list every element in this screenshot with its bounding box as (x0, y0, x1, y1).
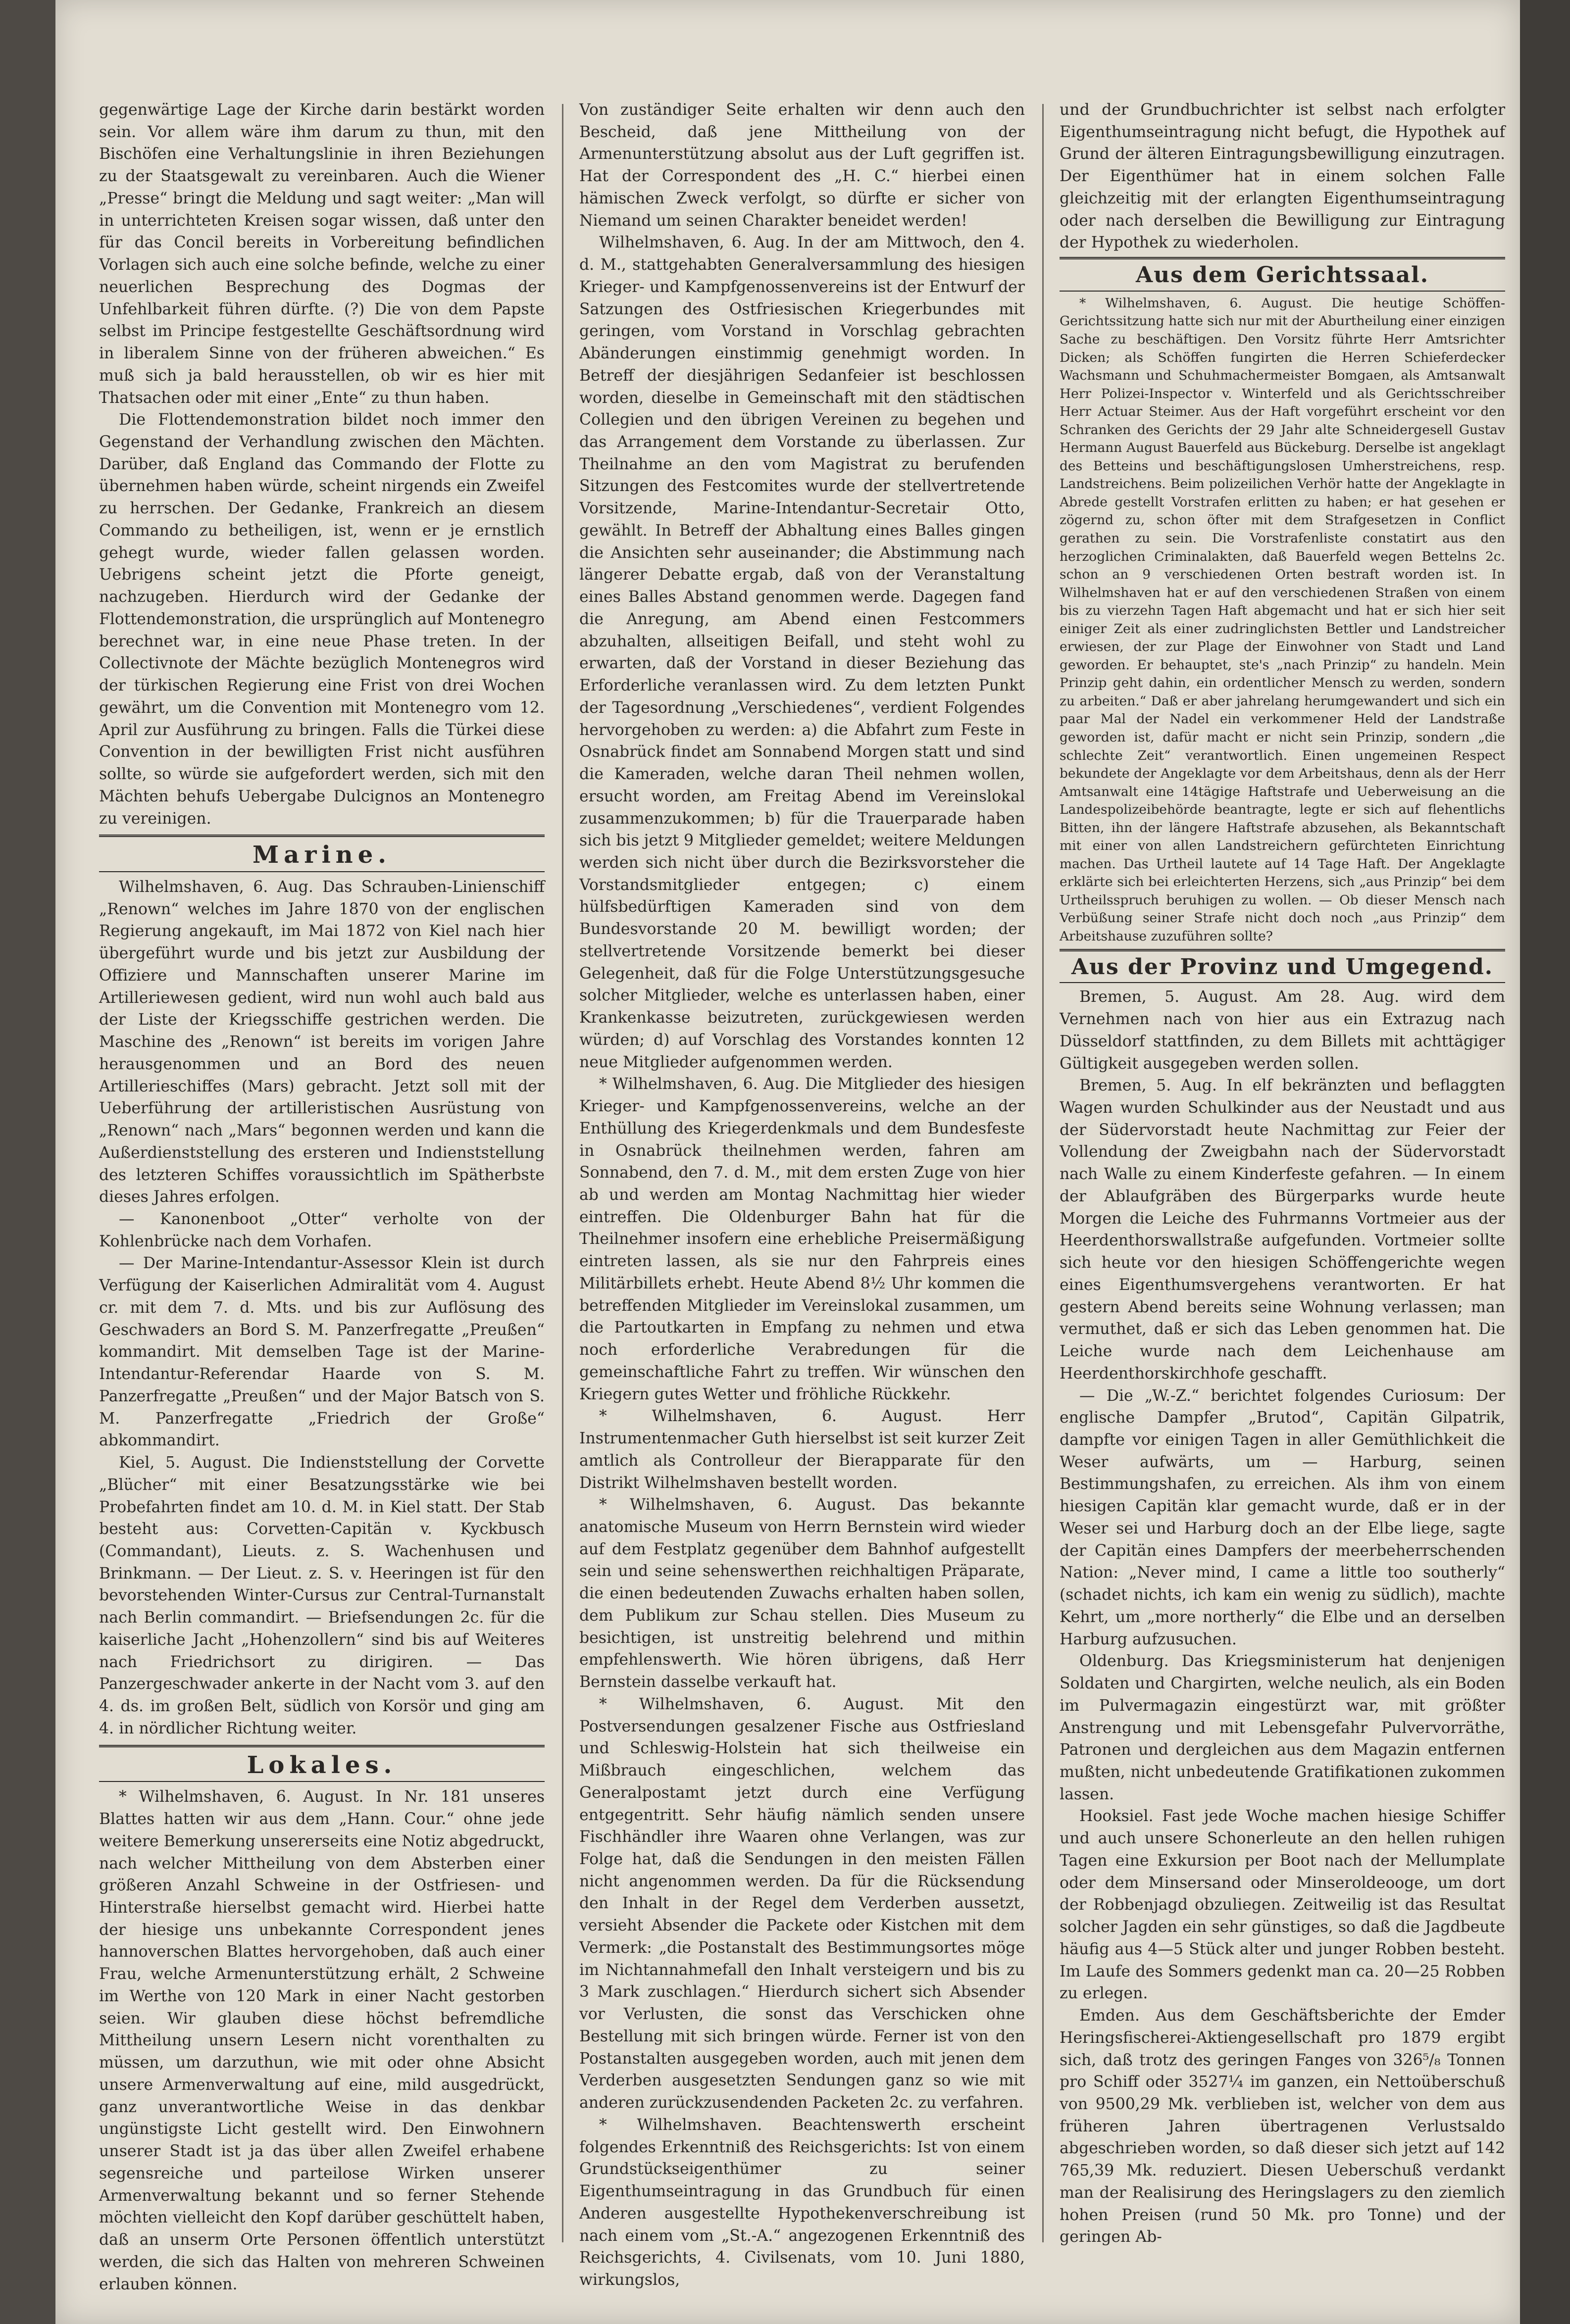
article-paragraph: * Wilhelmshaven, 6. August. Herr Instrumentenmacher Guth hierselbst ist seit kurzer Zeit amtlich als Controlleur der Bierapparate für den Distrikt Wilhelmshaven bestellt worden. (579, 1407, 1025, 1492)
section-heading-lokales: Lokales. (99, 1745, 545, 1782)
article-paragraph: Von zuständiger Seite erhalten wir denn auch den Bescheid, daß jene Mittheilung von der Armenunterstützung absolut aus der Luft gegriffen ist. Hat der Correspondent des „H. C.“ hierbei einen hämischen Zweck verfolgt, so dürfte er sicher von Niemand um seinen Charakter beneidet werden! (579, 101, 1025, 230)
article-paragraph: Bremen, 5. August. Am 28. Aug. wird dem Vernehmen nach von hier aus ein Extrazug nach Düsseldorf stattfinden, zu dem Billets mit achttägiger Gültigkeit ausgegeben werden sollen. (1060, 988, 1505, 1073)
article-paragraph: * Wilhelmshaven, 6. August. Mit den Postversendungen gesalzener Fische aus Ostfriesland und Schleswig-Holstein hat sich theilweise ein Mißbrauch eingeschlichen, welchem das Generalpostamt jetzt durch eine Verfügung entgegentritt. Sehr häufig nämlich senden unsere Fischhändler ihre Waaren ohne Verlangen, was zur Folge hat, daß die Sendungen in den meisten Fällen nicht angenommen werden. Da für die Rücksendung den Inhalt in der Regel dem Verderben aussetzt, versieht Absender die Packete oder Kistchen mit dem Vermerk: „die Postanstalt des Bestimmungsortes möge im Nichtannahmefall den Inhalt versteigern und bis zu 3 Mark zuschlagen.“ Hierdurch sichert sich Absender vor Verlusten, die sonst das Verschicken ohne Bestellung mit sich bringen würde. Ferner ist von den Postanstalten ausgegeben worden, auch mit jenen dem Verderben ausgesetzten Sendungen ganz so wie mit anderen zurückzusendenden Packeten 2c. zu verfahren. (579, 1695, 1025, 2112)
article-paragraph: Wilhelmshaven, 6. Aug. In der am Mittwoch, den 4. d. M., stattgehabten Generalversammlung des hiesigen Krieger- und Kampfgenossenvereins ist der Entwurf der Satzungen des Ostfriesischen Kriegerbundes mit geringen, vom Vorstand in Vorschlag gebrachten Abänderungen einstimmig genehmigt worden. In Betreff der diesjährigen Sedanfeier ist beschlossen worden, dieselbe in Gemeinschaft mit den städtischen Collegien und den übrigen Vereinen zu begehen und das Arrangement dem Vorstande zu überlassen. Zur Theilnahme an den vom Magistrat zu berufenden Sitzungen des Festcomites wurde der stellvertretende Vorsitzende, Marine-Intendantur-Secretair Otto, gewählt. In Betreff der Abhaltung eines Balles gingen die Ansichten sehr auseinander; die Abstimmung nach längerer Debatte ergab, daß von der Veranstaltung eines Balles Abstand genommen werde. Dagegen fand die Anregung, am Abend einen Festcommers abzuhalten, allseitigen Beifall, und steht wohl zu erwarten, daß der Vorstand in dieser Beziehung das Erforderliche veranlassen wird. Zu dem letzten Punkt der Tagesordnung „Verschiedenes“, verdient Folgendes hervorgehoben zu werden: a) die Abfahrt zum Feste in Osnabrück findet am Sonnabend Morgen statt und sind die Kameraden, welche daran Theil nehmen wollen, ersucht worden, am Freitag Abend im Vereinslokal zusammenzukommen; b) für die Trauerparade haben sich bis jetzt 9 Mitglieder gemeldet; weitere Meldungen werden sich nicht über durch die Bezirksvorsteher die Vorstandsmitglieder entgegen; c) einem hülfsbedürftigen Kameraden sind von dem Bundesvorstande 20 M. bewilligt worden; der stellvertretende Vorsitzende bemerkt bei dieser Gelegenheit, daß für die Folge Unterstützungsgesuche solcher Mitglieder, welche es unterlassen haben, einer Krankenkasse beizutreten, zurückgewiesen werden würden; d) auf Vorschlag des Vorstandes konnten 12 neue Mitglieder aufgenommen werden. (579, 234, 1025, 1071)
article-paragraph: * Wilhelmshaven. Beachtenswerth erscheint folgendes Erkenntniß des Reichsgerichts: Ist von einem Grundstückseigenthümer zu seiner Eigenthumseintragung in das Grundbuch für einen Anderen ausgestellte Hypothekenverschreibung ist nach einem vom „St.-A.“ angezogenen Erkenntniß des Reichsgerichts, 4. Civilsenats, vom 10. Juni 1880, wirkungslos, (579, 2116, 1025, 2289)
article-paragraph: * Wilhelmshaven, 6. Aug. Die Mitglieder des hiesigen Krieger- und Kampfgenossenvereins, welche an der Enthüllung des Kriegerdenkmals und dem Bundesfeste in Osnabrück theilnehmen werden, fahren am Sonnabend, den 7. d. M., mit dem ersten Zuge von hier ab und werden am Montag Nachmittag hier wieder eintreffen. Die Oldenburger Bahn hat für die Theilnehmer insofern eine erhebliche Preisermäßigung eintreten lassen, als sie nur den Fahrpreis eines Militärbillets erhebt. Heute Abend 8½ Uhr kommen die betreffenden Mitglieder im Vereinslokal zusammen, um die Partoutkarten in Empfang zu nehmen und etwa noch erforderliche Verabredungen für die gemeinschaftliche Fahrt zu treffen. Wir wünschen den Kriegern gutes Wetter und fröhliche Rückkehr. (579, 1075, 1025, 1403)
scan-background-right (1520, 0, 1570, 2324)
article-paragraph: * Wilhelmshaven, 6. August. In Nr. 181 unseres Blattes hatten wir aus dem „Hann. Cour.“ ohne jede weitere Bemerkung unsererseits eine Notiz abgedruckt, nach welcher Mittheilung von dem Absterben einer größeren Anzahl Schweine in der Ostfriesen- und Hinterstraße hierselbst gemacht wird. Hierbei hatte der hiesige uns unbekannte Correspondent jenes hannoverschen Blattes hervorgehoben, daß auch einer Frau, welche Armenunterstützung erhält, 2 Schweine im Werthe von 120 Mark in einer Nacht gestorben seien. Wir glauben diese höchst befremdliche Mittheilung unsern Lesern nicht vorenthalten zu müssen, um darzuthun, wie mit oder ohne Absicht unsere Armenverwaltung auf eine, mild ausgedrückt, ganz unverantwortliche Weise in das denkbar ungünstigste Licht gestellt wird. Den Einwohnern unserer Stadt ist ja das über allen Zweifel erhabene segensreiche und parteilose Wirken unserer Armenverwaltung bekannt und so ferner Stehende möchten vielleicht den Kopf darüber geschüttelt haben, daß an unserm Orte Personen öffentlich unterstützt werden, die sich das Halten von mehreren Schweinen erlauben können. (99, 1788, 545, 2293)
scan-background-left (0, 0, 55, 2324)
article-paragraph: und der Grundbuchrichter ist selbst nach erfolgter Eigenthumseintragung nicht befugt, die Hypothek auf Grund der älteren Eintragungsbewilligung einzutragen. Der Eigenthümer hat in einem solchen Falle gleichzeitig mit der erlangten Eigenthumseintragung oder nach derselben die Bewilligung zur Eintragung der Hypothek zu wiederholen. (1060, 101, 1505, 252)
column-right (1060, 99, 1505, 2248)
section-heading-provinz: Aus der Provinz und Umgegend. (1060, 949, 1505, 984)
article-paragraph: — Kanonenboot „Otter“ verholte von der Kohlenbrücke nach dem Vorhafen. (99, 1210, 545, 1250)
article-paragraph: Kiel, 5. August. Die Indienststellung der Corvette „Blücher“ mit einer Besatzungsstärke wie bei Probefahrten findet am 10. d. M. in Kiel statt. Der Stab besteht aus: Corvetten-Capitän v. Kyckbusch (Commandant), Lieuts. z. S. Wachenhusen und Brinkmann. — Der Lieut. z. S. v. Heeringen ist für den bevorstehenden Winter-Cursus zur Central-Turnanstalt nach Berlin commandirt. — Briefsendungen 2c. für die kaiserliche Jacht „Hohenzollern“ sind bis auf Weiteres nach Friedrichsort zu dirigiren. — Das Panzergeschwader ankerte in der Nacht vom 3. auf den 4. ds. im großen Belt, südlich von Korsör und ging am 4. in nördlicher Richtung weiter. (99, 1454, 545, 1737)
column-left (99, 99, 545, 2295)
article-paragraph: — Die „W.-Z.“ berichtet folgendes Curiosum: Der englische Dampfer „Brutod“, Capitän Gilpatrik, dampfte vor einigen Tagen in aller Gemüthlichkeit die Weser aufwärts, um — Harburg, seinen Bestimmungshafen, zu erreichen. Als ihm von einem hiesigen Capitän klar gemacht wurde, daß er in der Weser sei und Harburg doch an der Elbe liege, sagte der Capitän eines Dampfers der meerbeherrschenden Nation: „Never mind, I came a little too southerly“ (schadet nichts, ich kam ein wenig zu südlich), machte Kehrt, um „more northerly“ die Elbe und an derselben Harburg aufzusuchen. (1060, 1386, 1505, 1648)
article-paragraph: Bremen, 5. Aug. In elf bekränzten und beflaggten Wagen wurden Schulkinder aus der Neustadt und aus der Südervorstadt heute Nachmittag zur Feier der Vollendung der Zweigbahn nach der Südervorstadt nach Walle zu einem Kinderfeste gefahren. — In einem der Ablaufgräben des Bürgerparks wurde heute Morgen die Leiche des Fuhrmanns Vortmeier aus der Heerdenthorswallstraße aufgefunden. Vortmeier sollte sich heute vor den hiesigen Schöffengerichte wegen eines Eigenthumsvergehens verantworten. Er hat gestern Abend bereits seine Wohnung verlassen; man vermuthet, daß er sich das Leben genommen hat. Die Leiche wurde nach dem Leichenhause am Heerdenthorskirchhofe geschafft. (1060, 1077, 1505, 1383)
section-heading-marine: Marine. (99, 835, 545, 872)
article-paragraph: Emden. Aus dem Geschäftsberichte der Emder Heringsfischerei-Aktiengesellschaft pro 1879 ergibt sich, daß trotz des geringen Fanges von 326⁵/₈ Tonnen pro Schiff oder 3527¼ im ganzen, ein Nettoüberschuß von 9500,29 Mk. verblieben ist, welcher von dem aus früheren Jahren übertragenen Verlustsaldo abgeschrieben worden, so daß dieser sich jetzt auf 142 765,39 Mk. reduziert. Diesen Ueberschuß verdankt man der Realisirung des Heringslagers zu den ziemlich hohen Preisen (rund 50 Mk. pro Tonne) und der geringen Ab- (1060, 2007, 1505, 2246)
article-paragraph: * Wilhelmshaven, 6. August. Das bekannte anatomische Museum von Herrn Bernstein wird wieder auf dem Festplatz gegenüber dem Bahnhof aufgestellt sein und seine sehenswerthen reichhaltigen Präparate, die einen bedeutenden Zuwachs erhalten haben sollen, dem Publikum zur Schau stellen. Dies Museum zu besichtigen, ist unstreitig belehrend und mithin empfehlenswerth. Wie hören übrigens, daß Herr Bernstein dasselbe verkauft hat. (579, 1496, 1025, 1691)
column-divider (562, 104, 563, 2242)
article-paragraph: Wilhelmshaven, 6. Aug. Das Schrauben-Linienschiff „Renown“ welches im Jahre 1870 von der englischen Regierung angekauft, im Mai 1872 von Kiel nach hier übergeführt wurde und bis jetzt zur Ausbildung der Offiziere und Mannschaften unserer Marine im Artilleriewesen gedient, wird nun wohl auch bald aus der Liste der Kriegsschiffe gestrichen werden. Die Maschine des „Renown“ ist bereits im vorigen Jahre herausgenommen und an Bord des neuen Artillerieschiffes (Mars) gebracht. Jetzt soll mit der Ueberführung der artilleristischen Ausrüstung von „Renown“ nach „Mars“ begonnen werden und kann die Außerdienststellung des ersteren und Indienststellung des letzteren Schiffes voraussichtlich im Spätherbste dieses Jahres erfolgen. (99, 878, 545, 1206)
column-middle (579, 99, 1025, 2291)
column-divider (1042, 104, 1044, 2242)
article-paragraph: gegenwärtige Lage der Kirche darin bestärkt worden sein. Vor allem wäre ihm darum zu thun, mit den Bischöfen eine Verhaltungslinie in ihren Beziehungen zu der Staatsgewalt zu vereinbaren. Auch die Wiener „Presse“ bringt die Meldung und sagt weiter: „Man will in unterrichteten Kreisen sogar wissen, daß unter den für das Concil bereits in Vorbereitung befindlichen Vorlagen sich auch eine solche befinde, welche zu einer neuerlichen Besprechung des Dogmas der Unfehlbarkeit führen dürfte. (?) Die von dem Papste selbst im Principe festgestellte Geschäftsordnung wird in liberalem Sinne von der früheren abweichen.“ Es muß sich ja bald herausstellen, ob wir es hier mit Thatsachen oder mit einer „Ente“ zu thun haben. (99, 101, 545, 407)
section-heading-gerichtssaal: Aus dem Gerichtssaal. (1060, 257, 1505, 292)
article-paragraph: * Wilhelmshaven, 6. August. Die heutige Schöffen-Gerichtssitzung hatte sich nur mit der Aburtheilung einer einzigen Sache zu beschäftigen. Den Vorsitz führte Herr Amtsrichter Dicken; als Schöffen fungirten die Herren Schieferdecker Wachsmann und Schuhmachermeister Bomgaen, als Amtsanwalt Herr Polizei-Inspector v. Winterfeld und als Gerichtsschreiber Herr Actuar Steimer. Aus der Haft vorgeführt erscheint vor den Schranken des Gerichts der 29 Jahr alte Schneidergesell Gustav Hermann August Bauerfeld aus Bückeburg. Derselbe ist angeklagt des Betteins und beschäftigungslosen Umherstreichens, resp. Landstreichens. Beim polizeilichen Verhör hatte der Angeklagte in Abrede gestellt Vorstrafen erlitten zu haben; er hat gesehen er zögernd zu, schon öfter mit dem Strafgesetzen in Conflict gerathen zu sein. Die Vorstrafenliste constatirt aus den herzoglichen Criminalakten, daß Bauerfeld wegen Bettelns 2c. schon an 9 verschiedenen Orten bestraft worden ist. In Wilhelmshaven hat er auf den verschiedenen Straßen von einem bis zu vierzehn Tagen Haft abgemacht und hat er sich hier seit einiger Zeit als einer zudringlichsten Bettler und Landstreicher erwiesen, der zur Plage der Einwohner von Stadt und Land geworden. Er behauptet, ste's „nach Prinzip“ zu handeln. Mein Prinzip geht dahin, ein ordentlicher Mensch zu werden, sondern zu arbeiten.“ Daß er aber jahrelang herumgewandert und sich ein paar Mal der Nadel ein verkommener Held der Landstraße geworden ist, dafür macht er nicht sein Prinzip, sondern „die schlechte Zeit“ verantwortlich. Einen ungemeinen Respect bekundete der Angeklagte vor dem Arbeitshaus, denn als der Herr Amtsanwalt eine 14tägige Haftstrafe und Ueberweisung an die Landespolizeibehörde beantragte, legte er sich auf flehentlichs Bitten, ihn der längere Haftstrafe abzusehen, als Bekanntschaft mit einer von allen Landstreichern gefürchteten Einrichtung machen. Das Urtheil lautete auf 14 Tage Haft. Der Angeklagte erklärte sich bei erleichterten Herzens, sich „aus Prinzip“ bei dem Urtheilsspruch beruhigen zu wollen. — Ob dieser Mensch nach Verbüßung seiner Strafe nicht doch noch „aus Prinzip“ dem Arbeitshause zuzuführen sollte? (1060, 295, 1505, 944)
article-paragraph: Die Flottendemonstration bildet noch immer den Gegenstand der Verhandlung zwischen den Mächten. Darüber, daß England das Commando der Flotte zu übernehmen haben würde, scheint nirgends ein Zweifel zu herrschen. Der Gedanke, Frankreich an diesem Commando zu betheiligen, ist, wenn er je ernstlich gehegt wurde, wieder fallen gelassen worden. Uebrigens scheint jetzt die Pforte geneigt, nachzugeben. Hierdurch wird der Gedanke der Flottendemonstration, die ursprünglich auf Montenegro berechnet war, in eine neue Phase treten. In der Collectivnote der Mächte bezüglich Montenegros wird der türkischen Regierung eine Frist von drei Wochen gewährt, um die Convention mit Montenegro vom 12. April zur Ausführung zu bringen. Falls die Türkei diese Convention in der bewilligten Frist nicht ausführen sollte, so würde sie aufgefordert werden, sich mit den Mächten behufs Uebergabe Dulcignos an Montenegro zu vereinigen. (99, 411, 545, 828)
article-paragraph: Hooksiel. Fast jede Woche machen hiesige Schiffer und auch unsere Schonerleute an den hellen ruhigen Tagen eine Exkursion per Boot nach der Mellumplate oder dem Minsersand oder Minseroldeooge, um dort der Robbenjagd obzuliegen. Zeitweilig ist das Resultat solcher Jagden ein sehr günstiges, so daß die Jagdbeute häufig aus 4—5 Stück alter und junger Robben besteht. Im Laufe des Sommers gedenkt man ca. 20—25 Robben zu erlegen. (1060, 1807, 1505, 2003)
article-paragraph: Oldenburg. Das Kriegsministerum hat denjenigen Soldaten und Chargirten, welche neulich, als ein Boden im Pulvermagazin eingestürzt war, mit größter Anstrengung und mit Lebensgefahr Pulvervorräthe, Patronen und dergleichen aus dem Magazin entfernen mußten, nicht unbedeutende Gratifikationen zukommen lassen. (1060, 1652, 1505, 1803)
article-paragraph: — Der Marine-Intendantur-Assessor Klein ist durch Verfügung der Kaiserlichen Admiralität vom 4. August cr. mit dem 7. d. Mts. und bis zur Auflösung des Geschwaders an Bord S. M. Panzerfregatte „Preußen“ kommandirt. Mit demselben Tage ist der Marine-Intendantur-Referendar Haarde von S. M. Panzerfregatte „Preußen“ und der Major Batsch von S. M. Panzerfregatte „Friedrich der Große“ abkommandirt. (99, 1254, 545, 1450)
